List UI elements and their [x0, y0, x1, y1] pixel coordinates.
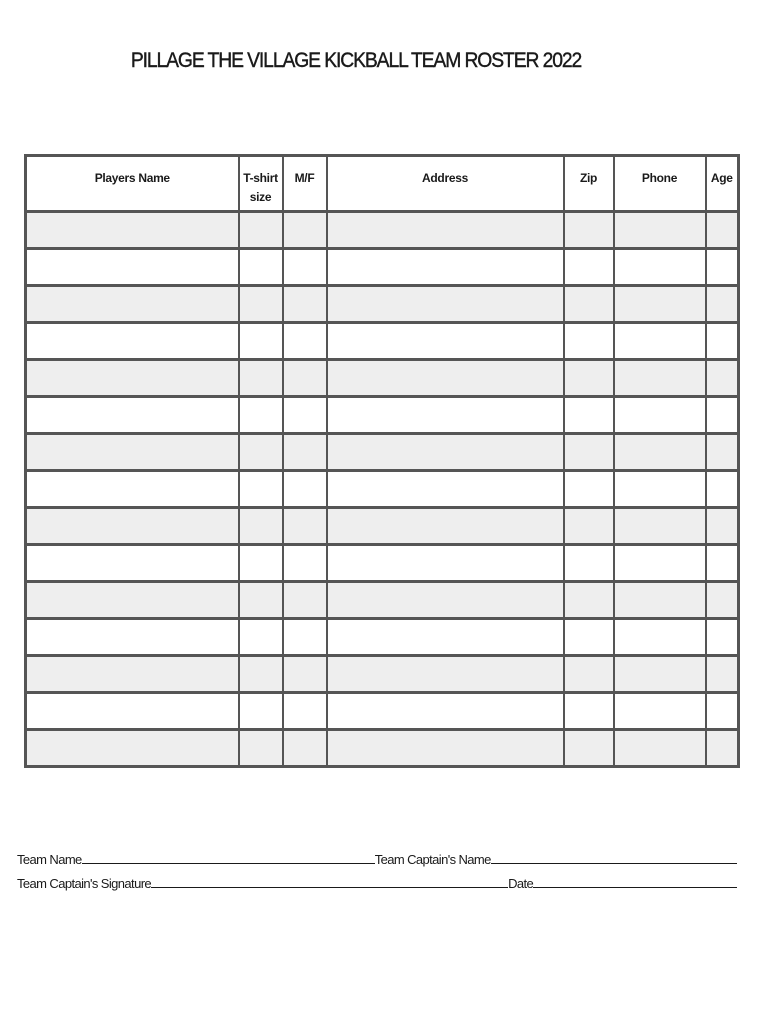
player-name-cell[interactable]	[26, 656, 239, 693]
player-name-cell[interactable]	[26, 249, 239, 286]
table-row	[26, 249, 739, 286]
team-name-field[interactable]	[82, 852, 375, 864]
roster-title: PILLAGE THE VILLAGE KICKBALL TEAM ROSTER 2022	[130, 49, 582, 72]
zip-cell[interactable]	[564, 323, 614, 360]
address-cell[interactable]	[327, 286, 564, 323]
mf-cell[interactable]	[283, 249, 327, 286]
age-cell[interactable]	[706, 545, 739, 582]
table-row	[26, 397, 739, 434]
header-row	[26, 156, 739, 212]
address-cell[interactable]	[327, 545, 564, 582]
player-name-cell[interactable]	[26, 582, 239, 619]
player-name-cell[interactable]	[26, 212, 239, 249]
player-name-cell[interactable]	[26, 360, 239, 397]
header-zip: Zip	[564, 156, 614, 212]
tshirt-size-cell[interactable]	[239, 323, 283, 360]
tshirt-size-cell[interactable]	[239, 286, 283, 323]
age-cell[interactable]	[706, 508, 739, 545]
roster-table	[24, 154, 740, 768]
tshirt-size-cell[interactable]	[239, 508, 283, 545]
phone-cell[interactable]	[614, 508, 706, 545]
player-name-cell[interactable]	[26, 545, 239, 582]
zip-cell[interactable]	[564, 397, 614, 434]
table-row	[26, 286, 739, 323]
phone-cell[interactable]	[614, 693, 706, 730]
mf-cell[interactable]	[283, 286, 327, 323]
mf-cell[interactable]	[283, 656, 327, 693]
age-cell[interactable]	[706, 286, 739, 323]
zip-cell[interactable]	[564, 730, 614, 767]
header-phone: Phone	[614, 156, 706, 212]
zip-cell[interactable]	[564, 212, 614, 249]
address-cell[interactable]	[327, 508, 564, 545]
table-row	[26, 693, 739, 730]
table-row	[26, 323, 739, 360]
address-cell[interactable]	[327, 619, 564, 656]
age-cell[interactable]	[706, 656, 739, 693]
header-address: Address	[327, 156, 564, 212]
zip-cell[interactable]	[564, 286, 614, 323]
tshirt-size-cell[interactable]	[239, 249, 283, 286]
phone-cell[interactable]	[614, 434, 706, 471]
player-name-cell[interactable]	[26, 619, 239, 656]
tshirt-size-cell[interactable]	[239, 434, 283, 471]
roster-body	[26, 212, 739, 767]
header-tshirt-size: T-shirt size	[239, 156, 283, 212]
age-cell[interactable]	[706, 619, 739, 656]
age-cell[interactable]	[706, 360, 739, 397]
phone-cell[interactable]	[614, 730, 706, 767]
team-captain-signature-field[interactable]	[151, 876, 508, 888]
tshirt-size-cell[interactable]	[239, 471, 283, 508]
tshirt-size-cell[interactable]	[239, 212, 283, 249]
address-cell[interactable]	[327, 656, 564, 693]
player-name-cell[interactable]	[26, 508, 239, 545]
table-row	[26, 656, 739, 693]
date-field[interactable]	[533, 876, 737, 888]
table-row	[26, 619, 739, 656]
mf-cell[interactable]	[283, 471, 327, 508]
table-row	[26, 434, 739, 471]
table-row	[26, 730, 739, 767]
team-captain-signature-label: Team Captain's Signature	[17, 876, 152, 891]
tshirt-size-cell[interactable]	[239, 397, 283, 434]
address-cell[interactable]	[327, 397, 564, 434]
phone-cell[interactable]	[614, 582, 706, 619]
table-row	[26, 471, 739, 508]
team-captain-name-field[interactable]	[491, 852, 737, 864]
zip-cell[interactable]	[564, 693, 614, 730]
zip-cell[interactable]	[564, 508, 614, 545]
address-cell[interactable]	[327, 471, 564, 508]
zip-cell[interactable]	[564, 582, 614, 619]
table-row	[26, 212, 739, 249]
player-name-cell[interactable]	[26, 323, 239, 360]
tshirt-size-cell[interactable]	[239, 730, 283, 767]
age-cell[interactable]	[706, 249, 739, 286]
header-age: Age	[706, 156, 739, 212]
team-captain-name-label: Team Captain's Name	[374, 852, 491, 867]
phone-cell[interactable]	[614, 323, 706, 360]
phone-cell[interactable]	[614, 360, 706, 397]
tshirt-size-cell[interactable]	[239, 656, 283, 693]
age-cell[interactable]	[706, 693, 739, 730]
zip-cell[interactable]	[564, 434, 614, 471]
address-cell[interactable]	[327, 730, 564, 767]
address-cell[interactable]	[327, 582, 564, 619]
mf-cell[interactable]	[283, 397, 327, 434]
address-cell[interactable]	[327, 249, 564, 286]
address-cell[interactable]	[327, 434, 564, 471]
zip-cell[interactable]	[564, 471, 614, 508]
age-cell[interactable]	[706, 212, 739, 249]
zip-cell[interactable]	[564, 545, 614, 582]
phone-cell[interactable]	[614, 249, 706, 286]
mf-cell[interactable]	[283, 545, 327, 582]
age-cell[interactable]	[706, 730, 739, 767]
phone-cell[interactable]	[614, 656, 706, 693]
mf-cell[interactable]	[283, 508, 327, 545]
date-label: Date	[508, 876, 534, 891]
age-cell[interactable]	[706, 434, 739, 471]
mf-cell[interactable]	[283, 619, 327, 656]
zip-cell[interactable]	[564, 360, 614, 397]
player-name-cell[interactable]	[26, 730, 239, 767]
player-name-cell[interactable]	[26, 693, 239, 730]
player-name-cell[interactable]	[26, 471, 239, 508]
age-cell[interactable]	[706, 397, 739, 434]
mf-cell[interactable]	[283, 693, 327, 730]
address-cell[interactable]	[327, 693, 564, 730]
footer-line-2	[17, 876, 737, 891]
tshirt-size-cell[interactable]	[239, 360, 283, 397]
table-row	[26, 360, 739, 397]
table-row	[26, 582, 739, 619]
mf-cell[interactable]	[283, 212, 327, 249]
header-players-name: Players Name	[26, 156, 239, 212]
phone-cell[interactable]	[614, 471, 706, 508]
zip-cell[interactable]	[564, 656, 614, 693]
header-mf: M/F	[283, 156, 327, 212]
tshirt-size-cell[interactable]	[239, 619, 283, 656]
phone-cell[interactable]	[614, 286, 706, 323]
table-row	[26, 508, 739, 545]
phone-cell[interactable]	[614, 397, 706, 434]
address-cell[interactable]	[327, 360, 564, 397]
phone-cell[interactable]	[614, 545, 706, 582]
zip-cell[interactable]	[564, 249, 614, 286]
player-name-cell[interactable]	[26, 434, 239, 471]
mf-cell[interactable]	[283, 360, 327, 397]
mf-cell[interactable]	[283, 582, 327, 619]
player-name-cell[interactable]	[26, 286, 239, 323]
mf-cell[interactable]	[283, 730, 327, 767]
zip-cell[interactable]	[564, 619, 614, 656]
address-cell[interactable]	[327, 212, 564, 249]
tshirt-size-cell[interactable]	[239, 582, 283, 619]
phone-cell[interactable]	[614, 212, 706, 249]
address-cell[interactable]	[327, 323, 564, 360]
age-cell[interactable]	[706, 471, 739, 508]
footer-line-1	[17, 852, 737, 867]
player-name-cell[interactable]	[26, 397, 239, 434]
mf-cell[interactable]	[283, 434, 327, 471]
team-name-label: Team Name	[17, 852, 82, 867]
age-cell[interactable]	[706, 323, 739, 360]
mf-cell[interactable]	[283, 323, 327, 360]
tshirt-size-cell[interactable]	[239, 693, 283, 730]
phone-cell[interactable]	[614, 619, 706, 656]
tshirt-size-cell[interactable]	[239, 545, 283, 582]
table-row	[26, 545, 739, 582]
age-cell[interactable]	[706, 582, 739, 619]
